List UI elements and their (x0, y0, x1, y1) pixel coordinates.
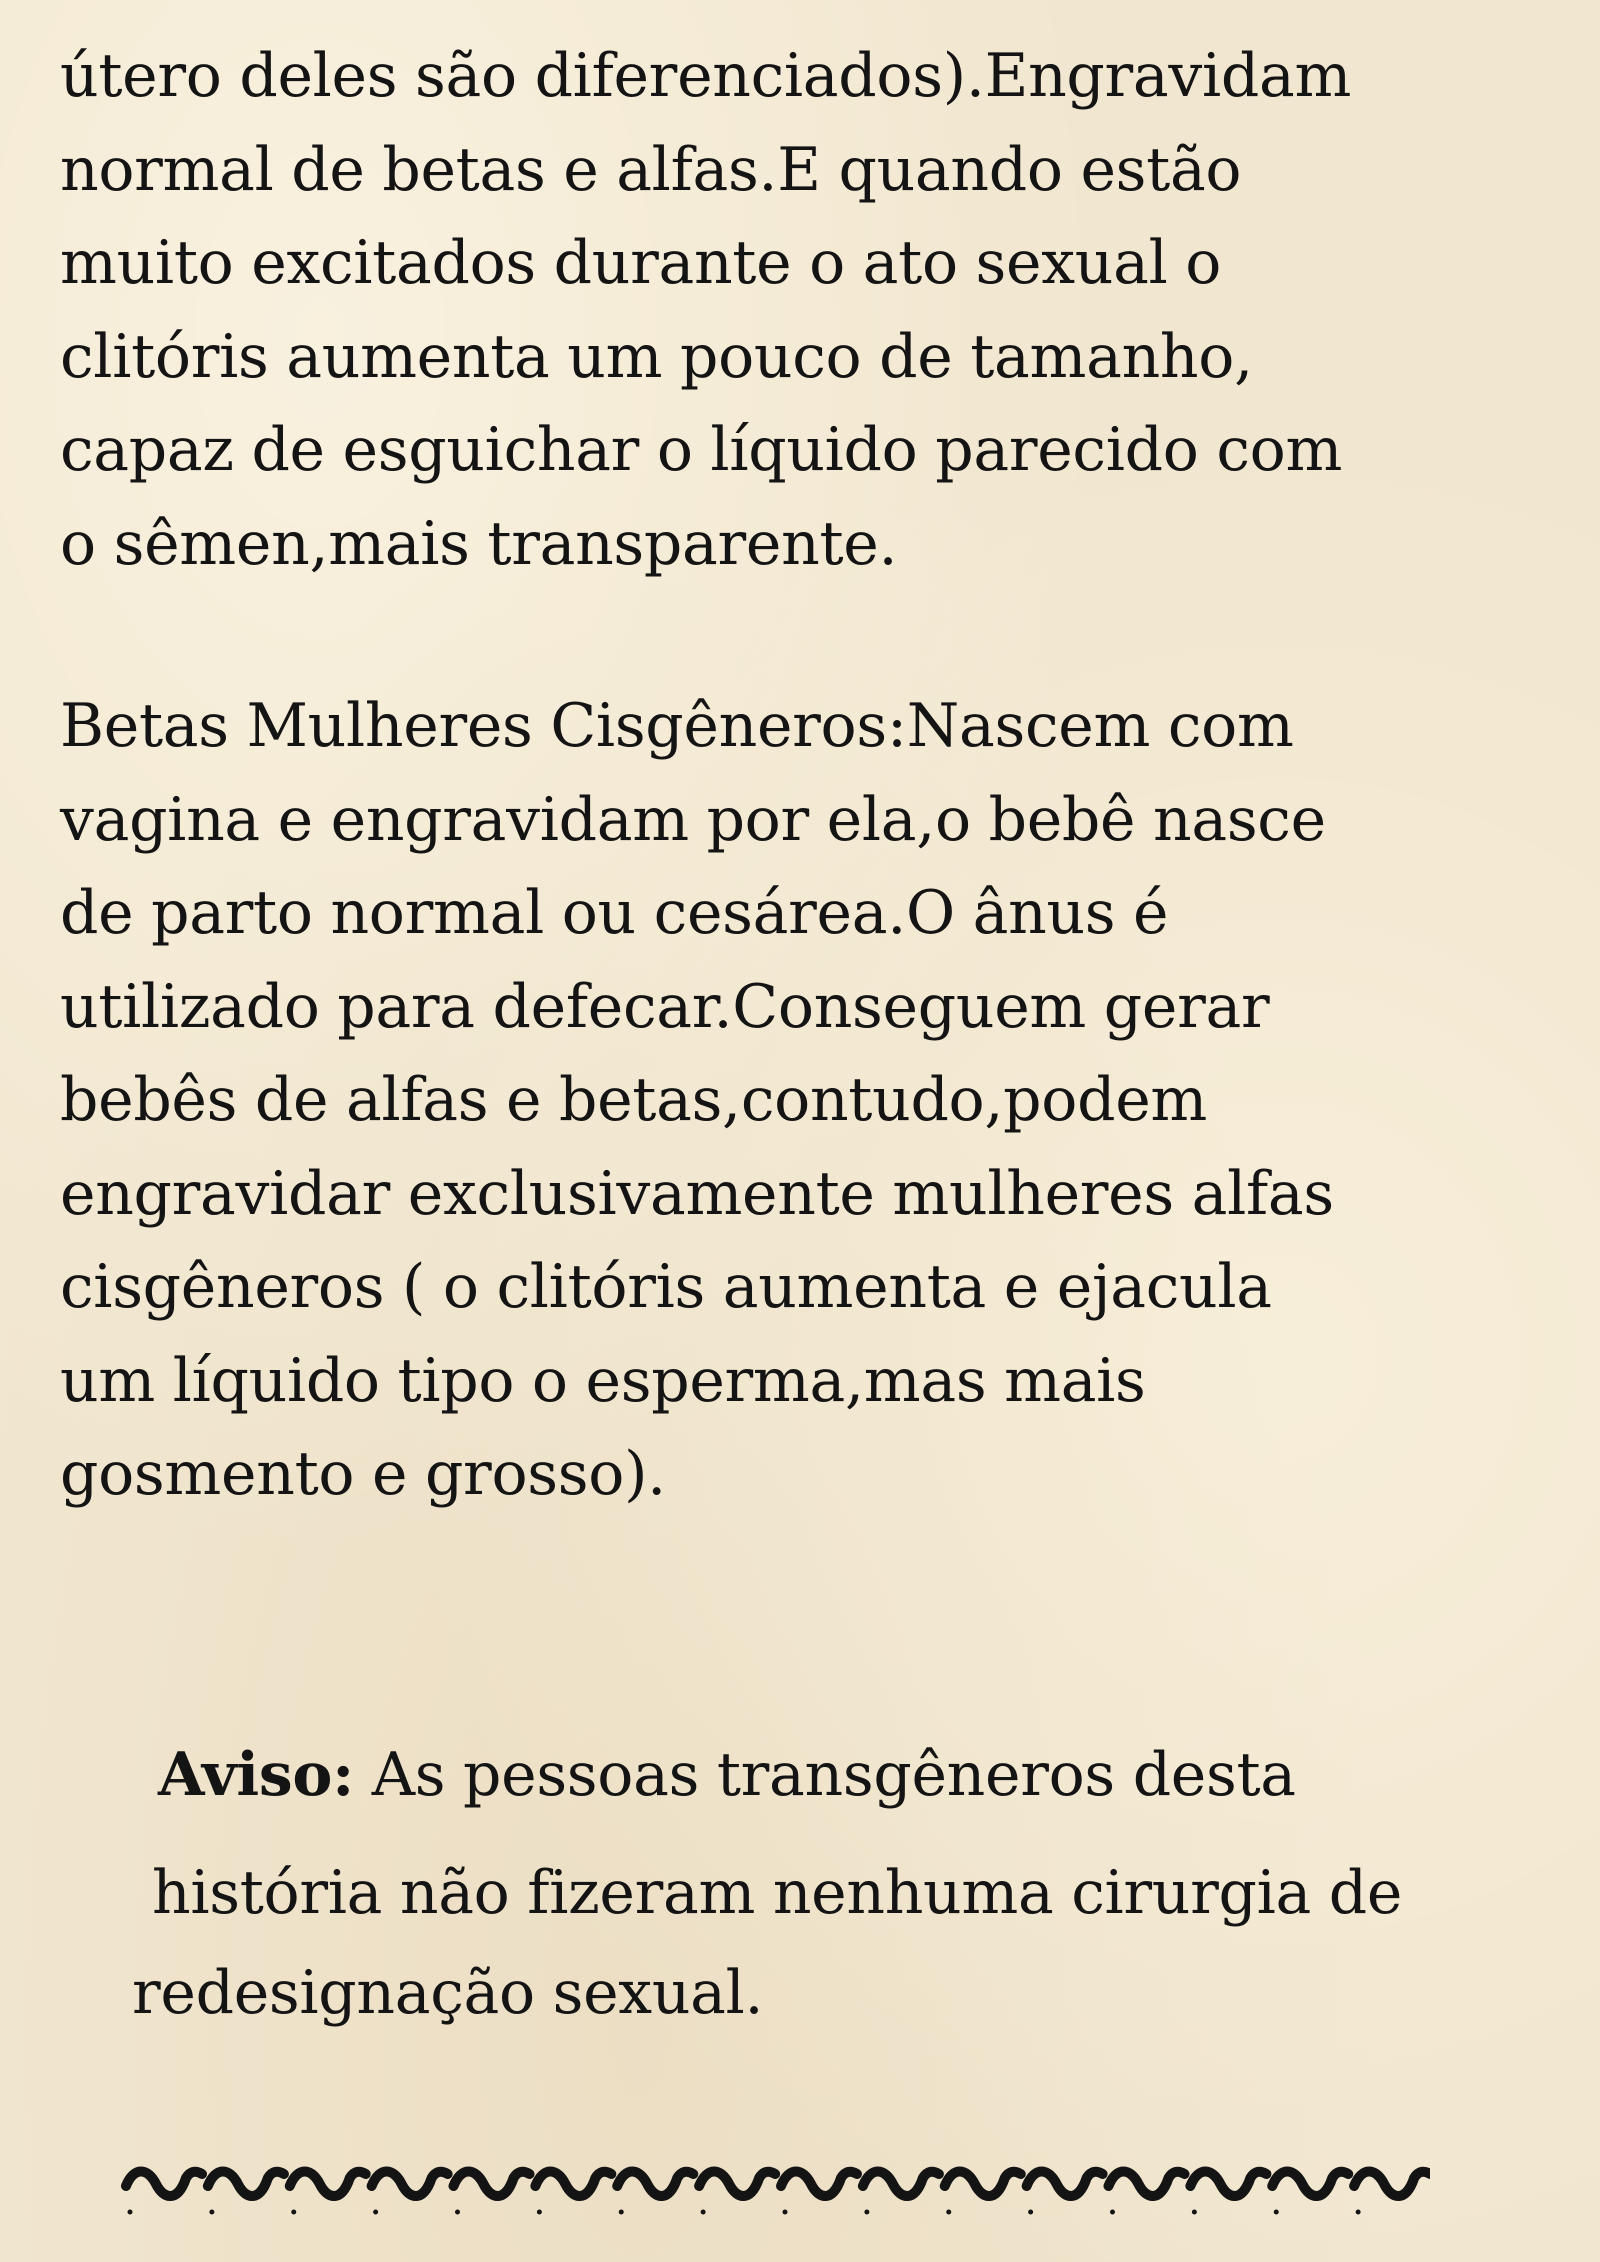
wave-segment (945, 2172, 1021, 2197)
wave-segment (1027, 2172, 1103, 2197)
notice-line: redesignação sexual. (132, 1958, 764, 2028)
wave-dot (1028, 2210, 1033, 2215)
wave-segment (208, 2172, 284, 2197)
text-line: útero deles são diferenciados).Engravidam (60, 41, 1352, 111)
text-line: um líquido tipo o esperma,mas mais (60, 1345, 1146, 1416)
wave-segment (617, 2172, 693, 2197)
wave-dot (1192, 2210, 1197, 2215)
paragraph-uterus-description (60, 30, 1560, 591)
wave-dot (1110, 2210, 1115, 2215)
wave-dot (455, 2210, 460, 2215)
wave-dot (946, 2210, 951, 2215)
wave-dot (1356, 2210, 1361, 2215)
wave-segment (454, 2172, 530, 2197)
notice-text: As pessoas transgêneros desta (353, 1740, 1296, 1810)
text-line: engravidar exclusivamente mulheres alfas (60, 1158, 1334, 1229)
wave-dot (537, 2210, 542, 2215)
text-line: Betas Mulheres Cisgêneros:Nascem com (60, 691, 1294, 761)
wave-segment (1272, 2172, 1348, 2197)
wave-segment (126, 2172, 202, 2197)
text-line: bebês de alfas e betas,contudo,podem (60, 1065, 1207, 1135)
wave-segment (699, 2172, 775, 2197)
text-line: muito excitados durante o ato sexual o (60, 228, 1222, 298)
text-line: de parto normal ou cesárea.O ânus é (60, 878, 1169, 948)
paragraph-beta-women (60, 680, 1560, 1522)
wave-dot (864, 2210, 869, 2215)
wave-segment (1109, 2172, 1185, 2197)
wave-segment (1190, 2172, 1266, 2197)
wave-dot (291, 2210, 296, 2215)
wave-dot (619, 2210, 624, 2215)
text-line: gosmento e grosso). (60, 1439, 666, 1509)
text-line: capaz de esguichar o líquido parecido com (60, 415, 1343, 485)
wave-dot (783, 2210, 788, 2215)
text-line: utilizado para defecar.Conseguem gerar (60, 971, 1270, 1042)
wave-segment (863, 2172, 939, 2197)
wave-dot (128, 2210, 133, 2215)
wave-segment (290, 2172, 366, 2197)
wave-segment (781, 2172, 857, 2197)
notice-line (158, 1740, 1296, 1810)
wave-segment (535, 2172, 611, 2197)
notice-label: Aviso: (158, 1740, 354, 1810)
wave-dot (1274, 2210, 1279, 2215)
wave-segment (1354, 2172, 1430, 2197)
notice-line: história não fizeram nenhuma cirurgia de (152, 1858, 1403, 1928)
text-line: clitóris aumenta um pouco de tamanho, (60, 321, 1253, 392)
wave-dot (701, 2210, 706, 2215)
wave-segment (372, 2172, 448, 2197)
wave-dot (373, 2210, 378, 2215)
text-line: normal de betas e alfas.E quando estão (60, 134, 1242, 205)
text-line: o sêmen,mais transparente. (60, 508, 898, 579)
text-line: cisgêneros ( o clitóris aumenta e ejacula (60, 1252, 1272, 1322)
wave-divider-icon (120, 2160, 1430, 2220)
wave-dot (209, 2210, 214, 2215)
text-line: vagina e engravidam por ela,o bebê nasce (60, 784, 1326, 855)
